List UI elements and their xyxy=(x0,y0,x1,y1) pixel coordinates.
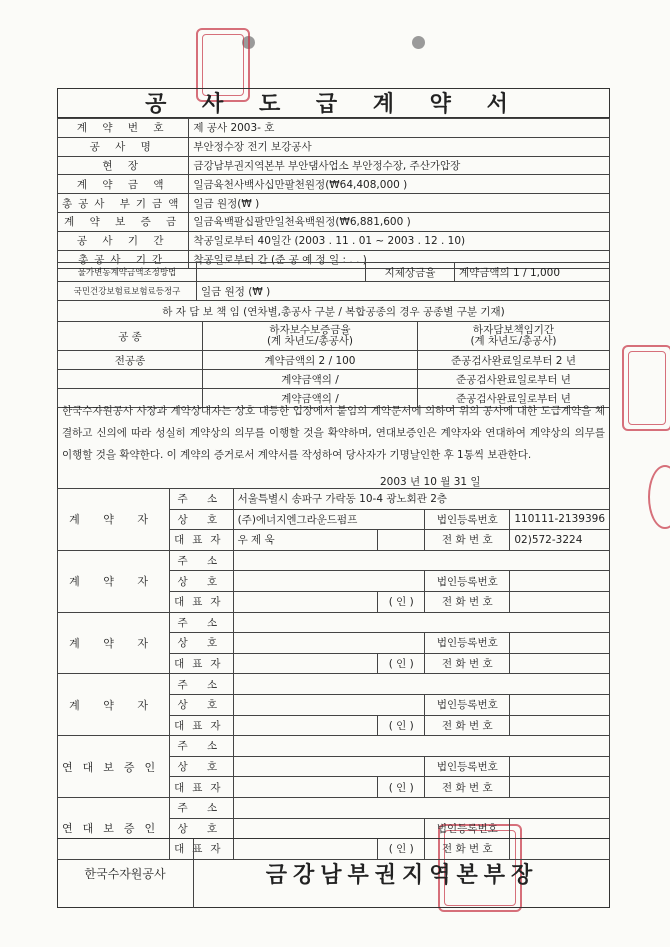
warranty-type: 전공종 xyxy=(58,351,203,370)
warranty-col-rate: 하자보수보증금율 (계 차년도/총공사) xyxy=(203,322,418,351)
info-value: 제 공사 2003- 호 xyxy=(189,119,610,138)
info-label: 총공사 부기금액 xyxy=(58,194,189,213)
warranty-rate: 계약금액의 / xyxy=(203,370,418,389)
party-reg xyxy=(510,818,610,839)
party-seal xyxy=(378,530,425,551)
seal-stamp xyxy=(622,345,670,431)
info-label: 현 장 xyxy=(58,156,189,175)
party-address: 서울특별시 송파구 가락동 10-4 광노회관 2층 xyxy=(233,489,609,510)
party-rep-label: 대표자 xyxy=(170,777,233,798)
party-seal: ( 인 ) xyxy=(378,715,425,736)
party-tel-label: 전 화 번 호 xyxy=(425,777,510,798)
party-company-label: 상 호 xyxy=(170,633,233,654)
warranty-row xyxy=(58,351,610,370)
party-address-label: 주 소 xyxy=(170,489,233,510)
party-tel xyxy=(510,653,610,674)
info-value: 일금육백팔십팔만일천육백원정(₩6,881,600 ) xyxy=(189,212,610,231)
party-rep xyxy=(233,653,378,674)
punch-hole xyxy=(412,36,425,49)
party-address xyxy=(233,797,609,818)
price-adjust-label: 물가변동계약금액조정방법 xyxy=(58,263,197,282)
party-rep xyxy=(233,715,378,736)
party-tel xyxy=(510,715,610,736)
party-address-row xyxy=(58,797,610,818)
contract-info-row xyxy=(58,119,610,138)
party-seal: ( 인 ) xyxy=(378,839,425,860)
info-value: 착공일로부터 40일간 (2003 . 11 . 01 ~ 2003 . 12 . 10) xyxy=(189,231,610,250)
contract-info-row xyxy=(58,231,610,250)
party-tel-label: 전 화 번 호 xyxy=(425,839,510,860)
extra-info-table xyxy=(57,262,610,301)
contract-info-row xyxy=(58,156,610,175)
party-tel-label: 전 화 번 호 xyxy=(425,715,510,736)
party-reg xyxy=(510,694,610,715)
labor-value: 일금 원정 (₩ ) xyxy=(197,282,610,301)
contract-date: 2003 년 10 월 31 일 xyxy=(380,476,481,488)
party-seal: ( 인 ) xyxy=(378,653,425,674)
parties-table xyxy=(57,488,610,860)
party-company xyxy=(233,571,425,592)
seal-stamp xyxy=(648,465,670,529)
info-label: 계 약 금 액 xyxy=(58,175,189,194)
late-penalty-label: 지체상금율 xyxy=(366,263,455,282)
document-title: 공 사 도 급 계 약 서 xyxy=(145,91,522,117)
party-address-row xyxy=(58,550,610,571)
warranty-rate: 계약금액의 2 / 100 xyxy=(203,351,418,370)
party-rep-label: 대표자 xyxy=(170,715,233,736)
contract-info-row xyxy=(58,212,610,231)
info-value: 금강남부권지역본부 부안댐사업소 부안정수장, 주산가압장 xyxy=(189,156,610,175)
party-address-label: 주 소 xyxy=(170,736,233,757)
party-rep-label: 대표자 xyxy=(170,839,233,860)
contract-info-row xyxy=(58,194,610,213)
party-company xyxy=(233,633,425,654)
labor-label: 국민건강보험료보험료등정구 xyxy=(58,282,197,301)
warranty-col-type: 공 종 xyxy=(58,322,203,351)
party-address xyxy=(233,550,609,571)
party-rep-label: 대표자 xyxy=(170,530,233,551)
party-company-label: 상 호 xyxy=(170,694,233,715)
party-rep: 우 제 욱 xyxy=(233,530,378,551)
party-address-row xyxy=(58,674,610,695)
party-reg: 110111-2139396 xyxy=(510,509,610,530)
party-reg xyxy=(510,756,610,777)
info-label: 계 약 보 증 금 xyxy=(58,212,189,231)
warranty-table xyxy=(57,300,610,408)
party-rep xyxy=(233,777,378,798)
party-company xyxy=(233,818,425,839)
party-company: (주)에너지엔그라운드펌프 xyxy=(233,509,425,530)
footer-office: 금강남부권지역본부장 xyxy=(265,862,539,888)
footer xyxy=(57,838,610,908)
party-company-label: 상 호 xyxy=(170,818,233,839)
warranty-header: 하 자 담 보 책 임 (연차별,총공사 구분 / 복합공종의 경우 공종별 구분 기재) xyxy=(58,301,610,322)
warranty-row xyxy=(58,370,610,389)
party-company-label: 상 호 xyxy=(170,571,233,592)
document-title-cell xyxy=(57,88,610,118)
party-reg-label: 법인등록번호 xyxy=(425,633,510,654)
party-seal: ( 인 ) xyxy=(378,591,425,612)
info-label: 총공사 기간 xyxy=(58,250,189,269)
party-company xyxy=(233,756,425,777)
party-role: 계 약 자 xyxy=(58,674,170,736)
party-reg xyxy=(510,633,610,654)
info-label: 공 사 기 간 xyxy=(58,231,189,250)
party-address xyxy=(233,736,609,757)
contract-info-row xyxy=(58,137,610,156)
party-tel-label: 전 화 번 호 xyxy=(425,530,510,551)
party-tel-label: 전 화 번 호 xyxy=(425,591,510,612)
party-tel xyxy=(510,777,610,798)
info-value: 착공일로부터 간 (준 공 예 정 일 : . . ) xyxy=(189,250,610,269)
party-tel xyxy=(510,591,610,612)
info-value: 부안정수장 전기 보강공사 xyxy=(189,137,610,156)
party-address-row xyxy=(58,612,610,633)
party-reg xyxy=(510,571,610,592)
party-role: 연대보증인 xyxy=(58,736,170,798)
party-reg-label: 법인등록번호 xyxy=(425,818,510,839)
party-role: 계 약 자 xyxy=(58,489,170,551)
party-reg-label: 법인등록번호 xyxy=(425,571,510,592)
info-label: 계 약 번 호 xyxy=(58,119,189,138)
party-role: 연대보증인 xyxy=(58,797,170,859)
contract-info-row xyxy=(58,175,610,194)
party-company xyxy=(233,694,425,715)
party-reg-label: 법인등록번호 xyxy=(425,694,510,715)
party-reg-label: 법인등록번호 xyxy=(425,756,510,777)
party-company-label: 상 호 xyxy=(170,756,233,777)
party-rep-label: 대표자 xyxy=(170,591,233,612)
footer-org: 한국수자원공사 xyxy=(57,839,194,908)
info-value: 일금 원정(₩ ) xyxy=(189,194,610,213)
party-company-label: 상 호 xyxy=(170,509,233,530)
party-address-label: 주 소 xyxy=(170,674,233,695)
party-address xyxy=(233,674,609,695)
party-address-label: 주 소 xyxy=(170,550,233,571)
party-seal: ( 인 ) xyxy=(378,777,425,798)
party-role: 계 약 자 xyxy=(58,612,170,674)
party-rep-label: 대표자 xyxy=(170,653,233,674)
party-address xyxy=(233,612,609,633)
party-address-row xyxy=(58,489,610,510)
party-role: 계 약 자 xyxy=(58,550,170,612)
party-reg-label: 법인등록번호 xyxy=(425,509,510,530)
info-label: 공 사 명 xyxy=(58,137,189,156)
warranty-period: 준공검사완료일로부터 년 xyxy=(418,389,610,408)
agreement-paragraph: 한국수자원공사 사장과 계약상대자는 상호 대등한 입장에서 붙임의 계약문서에 의하여 위의 공사에 대한 도급계약을 체결하고 신의에 따라 성실히 계약상의 의무를 이행할 것을 확약하며, 연대보증인은 계약자와 연대하여 계약상의 의무를 이행할 것을 확약한다. 이 계약의 증거로서 계약서를 작성하여 당사자가 기명날인한 후 1통씩 보관한다. xyxy=(62,405,605,461)
late-penalty-value: 계약금액의 1 / 1,000 xyxy=(455,263,610,282)
info-value: 일금육천사백사십만팔천원정(₩64,408,000 ) xyxy=(189,175,610,194)
contract-info-table xyxy=(57,118,610,269)
warranty-period: 준공검사완료일로부터 2 년 xyxy=(418,351,610,370)
party-tel: 02)572-3224 xyxy=(510,530,610,551)
party-address-label: 주 소 xyxy=(170,612,233,633)
warranty-col-period: 하자담보책임기간 (계 차년도/총공사) xyxy=(418,322,610,351)
party-address-label: 주 소 xyxy=(170,797,233,818)
warranty-rate: 계약금액의 / xyxy=(203,389,418,408)
warranty-type xyxy=(58,370,203,389)
warranty-period: 준공검사완료일로부터 년 xyxy=(418,370,610,389)
party-address-row xyxy=(58,736,610,757)
party-rep xyxy=(233,591,378,612)
price-adjust-value xyxy=(197,263,366,282)
party-tel-label: 전 화 번 호 xyxy=(425,653,510,674)
